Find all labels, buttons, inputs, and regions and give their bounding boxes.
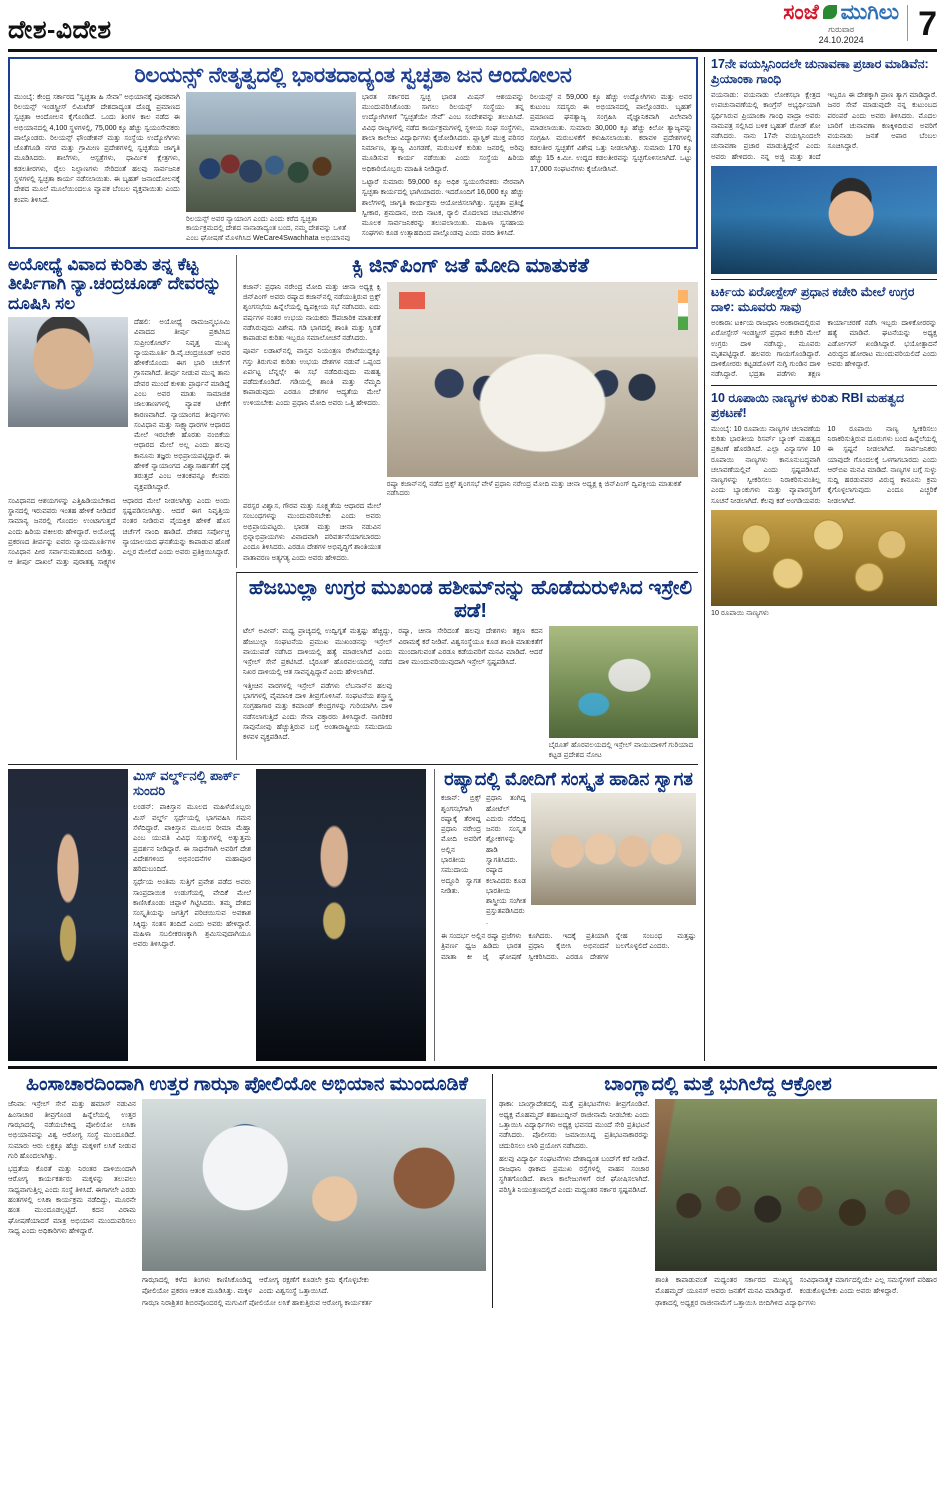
hezbollah-col1: ಟೆಲ್ ಅವೀವ್: ಮಧ್ಯ ಪ್ರಾಚ್ಯದಲ್ಲಿ ಉದ್ವಿಗ್ನತೆ ಮತ್ತಷ್ಟು ಹೆಚ್ಚಿದ್ದು, ಹೆಜಬುಲ್ಲಾ ಸಂಘಟನೆಯ ಪ್ರಮುಖ ಮುಖಂಡನನ್ನು ಇಸ್ರೇಲ್ ವಾಯುಪಡೆ ನಡೆಸಿದ ದಾಳಿಯಲ್ಲಿ ಹತ್ಯೆ ಮಾಡಲಾಗಿದೆ ಎಂದು ಇಸ್ರೇಲ್ ಸೇನೆ ಪ್ರಕಟಿಸಿದೆ. ಬೈರೂತ್ ಹೊರವಲಯದಲ್ಲಿ ನಡೆದ ನಿಖರ ದಾಳಿಯಲ್ಲಿ ಆತ ಸಾವನ್ನಪ್ಪಿದ್ದಾನೆ ಎಂದು ಹೇಳಲಾಗಿದೆ.	[243, 627, 393, 677]
hezbollah-story	[236, 572, 698, 760]
lead-story-photo	[186, 92, 356, 212]
hezbollah-col2: ಇತ್ತೀಚಿನ ವಾರಗಳಲ್ಲಿ ಇಸ್ರೇಲ್ ಪಡೆಗಳು ಲೆಬನಾನ್‌ನ ಹಲವು ಭಾಗಗಳಲ್ಲಿ ವೈಮಾನಿಕ ದಾಳಿ ತೀವ್ರಗೊಳಿಸಿವೆ. ಸಂಘಟನೆಯ ಶಸ್ತ್ರಾಸ್ತ್ರ ಸಂಗ್ರಹಾಗಾರ ಮತ್ತು ಕಮಾಂಡ್ ಕೇಂದ್ರಗಳನ್ನು ಗುರಿಯಾಗಿಸಿ ದಾಳಿ ನಡೆಸಲಾಗುತ್ತಿದೆ ಎಂದು ಸೇನಾ ವಕ್ತಾರರು ತಿಳಿಸಿದ್ದಾರೆ. ನಾಗರಿಕರ ಸಾವುನೋವು ಹೆಚ್ಚುತ್ತಿರುವ ಬಗ್ಗೆ ಅಂತಾರಾಷ್ಟ್ರೀಯ ಸಮುದಾಯ ಕಳವಳ ವ್ಯಕ್ತಪಡಿಸಿದೆ.	[243, 681, 393, 742]
jinping-col2: ಪೂರ್ವ ಲಡಾಖ್‌ನಲ್ಲಿ ವಾಸ್ತವ ನಿಯಂತ್ರಣ ರೇಖೆಯುದ್ದಕ್ಕೂ ಗಸ್ತು ತಿರುಗುವ ಕುರಿತು ಉಭಯ ದೇಶಗಳ ನಡುವೆ ಒಪ್ಪಂದ ಏರ್ಪಟ್ಟ ಬೆನ್ನಲ್ಲೇ ಈ ಸಭೆ ನಡೆದಿರುವುದು ಮಹತ್ವ ಪಡೆದುಕೊಂಡಿದೆ. ಗಡಿಯಲ್ಲಿ ಶಾಂತಿ ಮತ್ತು ನೆಮ್ಮದಿ ಕಾಪಾಡುವುದು ಎರಡೂ ದೇಶಗಳ ಆದ್ಯತೆಯ ಮೇಲೆ ಉಳಿಯಬೇಕು ಎಂದು ಪ್ರಧಾನಿ ಮೋದಿ ಅವರು ಒತ್ತಿ ಹೇಳಿದರು.	[243, 347, 381, 407]
hezbollah-headline: ಹೆಜಬುಲ್ಲಾ ಉಗ್ರರ ಮುಖಂಡ ಹಶೀಮ್‌ನನ್ನು ಹೊಡೆದುರುಳಿಸಿದ ಇಸ್ರೇಲಿ ಪಡೆ!	[248, 576, 693, 622]
priyanka-story	[711, 57, 937, 274]
bangladesh-col1: ಢಾಕಾ: ಬಾಂಗ್ಲಾದೇಶದಲ್ಲಿ ಮತ್ತೆ ಪ್ರತಿಭಟನೆಗಳು ತೀವ್ರಗೊಂಡಿವೆ. ಅಧ್ಯಕ್ಷ ಮೊಹಮ್ಮದ್ ಶಹಾಬುದ್ದೀನ್ ರಾಜೀನಾಮೆ ನೀಡಬೇಕು ಎಂದು ಒತ್ತಾಯಿಸಿ ವಿದ್ಯಾರ್ಥಿಗಳು ಅಧ್ಯಕ್ಷ ಭವನದ ಮುಂದೆ ಸೇರಿ ಪ್ರತಿಭಟನೆ ನಡೆಸಿದರು. ಪೊಲೀಸರು ಜಮಾಯಿಸಿದ್ದ ಪ್ರತಿಭಟನಾಕಾರರನ್ನು ಚದುರಿಸಲು ಲಾಠಿ ಪ್ರಯೋಗ ನಡೆಸಿದರು.	[499, 1100, 650, 1150]
lead-story-col2: ಭಾರತ ಸರ್ಕಾರದ ಸ್ವಚ್ಛ ಭಾರತ ಮಿಷನ್ ಆಶಯವನ್ನು ಮುಂದುವರಿಸಿಕೊಂಡು ಸಾಗಲು ರಿಲಯನ್ಸ್ ಸಂಸ್ಥೆಯು ತನ್ನ ಉದ್ಯೋಗಿಗಳಿಗೆ "ಸ್ವಚ್ಛತೆಯೇ ಸೇವೆ" ಎಂಬ ಸಂದೇಶವನ್ನು ತಲುಪಿಸಿದೆ. ವಿವಿಧ ರಾಜ್ಯಗಳಲ್ಲಿ ನಡೆದ ಕಾರ್ಯಕ್ರಮಗಳಲ್ಲಿ ಸ್ಥಳೀಯ ಸಂಘ ಸಂಸ್ಥೆಗಳು, ಶಾಲಾ ಕಾಲೇಜು ವಿದ್ಯಾರ್ಥಿಗಳು ಕೈಜೋಡಿಸಿದರು. ಪ್ಲಾಸ್ಟಿಕ್ ಮುಕ್ತ ಪರಿಸರ ನಿರ್ಮಾಣ, ತ್ಯಾಜ್ಯ ವಿಂಗಡಣೆ, ಮರುಬಳಕೆ ಕುರಿತು ಜನರಲ್ಲಿ ಅರಿವು ಮೂಡಿಸುವ ಕಾರ್ಯ ನಡೆಯಿತು ಎಂದು ಸಂಸ್ಥೆಯ ಹಿರಿಯ ಅಧಿಕಾರಿಯೊಬ್ಬರು ಮಾಹಿತಿ ನೀಡಿದ್ದಾರೆ.	[361, 92, 524, 173]
hezbollah-photo	[549, 626, 698, 738]
lead-story-col3: ಒಟ್ಟಾರೆ ಸುಮಾರು 59,000 ಕ್ಕೂ ಅಧಿಕ ಸ್ವಯಂಸೇವಕರು ನೇರವಾಗಿ ಸ್ವಚ್ಛತಾ ಕಾರ್ಯದಲ್ಲಿ ಭಾಗಿಯಾದರು. ಇದರೊಂದಿಗೆ 16,000 ಕ್ಕೂ ಹೆಚ್ಚು ಶಾಲೆಗಳಲ್ಲಿ ಜಾಗೃತಿ ಕಾರ್ಯಕ್ರಮ ಆಯೋಜಿಸಲಾಗಿತ್ತು. ಸ್ವಚ್ಛತಾ ಪ್ರತಿಜ್ಞೆ ಸ್ವೀಕಾರ, ಶ್ರಮದಾನ, ಬೀದಿ ನಾಟಕ, ರ‍್ಯಾಲಿ ಮೊದಲಾದ ಚಟುವಟಿಕೆಗಳ ಮೂಲಕ ಸಾರ್ವಜನಿಕರನ್ನು ತಲುಪಲಾಯಿತು. ಮಹಿಳಾ ಸ್ವಸಹಾಯ ಸಂಘಗಳು ಕೂಡ ಉತ್ಸಾಹದಿಂದ ಪಾಲ್ಗೊಂಡವು ಎಂದು ವರದಿ ತಿಳಿಸಿದೆ.	[361, 177, 524, 238]
jinping-col1: ಕಜಾನ್: ಪ್ರಧಾನಿ ನರೇಂದ್ರ ಮೋದಿ ಮತ್ತು ಚೀನಾ ಅಧ್ಯಕ್ಷ ಕ್ಸಿ ಜಿನ್‌ಪಿಂಗ್ ಅವರು ರಷ್ಯಾದ ಕಜಾನ್‌ನಲ್ಲಿ ನಡೆಯುತ್ತಿರುವ ಬ್ರಿಕ್ಸ್ ಶೃಂಗಸಭೆಯ ಹಿನ್ನೆಲೆಯಲ್ಲಿ ದ್ವಿಪಕ್ಷೀಯ ಸಭೆ ನಡೆಸಿದರು. ಐದು ವರ್ಷಗಳ ನಂತರ ಉಭಯ ನಾಯಕರು ಔಪಚಾರಿಕ ಮಾತುಕತೆ ನಡೆಸಿರುವುದು ವಿಶೇಷ. ಗಡಿ ಭಾಗದಲ್ಲಿ ಶಾಂತಿ ಮತ್ತು ಸ್ಥಿರತೆ ಕಾಪಾಡುವ ಕುರಿತು ಇಬ್ಬರೂ ಸಮಾಲೋಚನೆ ನಡೆಸಿದರು.	[243, 282, 381, 343]
missworld-photo-1	[8, 769, 128, 1061]
jinping-headline: ಕ್ಸಿ ಜಿನ್‌ಪಿಂಗ್ ಜತೆ ಮೋದಿ ಮಾತುಕತೆ	[352, 254, 589, 277]
missworld-story	[8, 769, 428, 1061]
bangladesh-photo-caption: ಢಾಕಾದಲ್ಲಿ ಅಧ್ಯಕ್ಷರ ರಾಜೀನಾಮೆಗೆ ಒತ್ತಾಯಿಸಿ ಬೀದಿಗಿಳಿದ ವಿದ್ಯಾರ್ಥಿಗಳು	[655, 1298, 816, 1307]
right-sidebar	[704, 57, 937, 1061]
lead-story-col4: ರಿಲಯನ್ಸ್ ನ 59,000 ಕ್ಕೂ ಹೆಚ್ಚು ಉದ್ಯೋಗಿಗಳು ಮತ್ತು ಅವರ ಕುಟುಂಬ ಸದಸ್ಯರು ಈ ಅಭಿಯಾನದಲ್ಲಿ ಪಾಲ್ಗೊಂಡರು. ಬೃಹತ್ ಪ್ರಮಾಣದ ಘನತ್ಯಾಜ್ಯ ಸಂಗ್ರಹಿಸಿ ವೈಜ್ಞಾನಿಕವಾಗಿ ವಿಲೇವಾರಿ ಮಾಡಲಾಯಿತು. ಸುಮಾರು 30,000 ಕ್ಕೂ ಹೆಚ್ಚು ಕಿಲೋ ತ್ಯಾಜ್ಯವನ್ನು ಸಂಗ್ರಹಿಸಿ ಮರುಬಳಕೆಗೆ ಕಳುಹಿಸಲಾಯಿತು. ಕರಾವಳಿ ಪ್ರದೇಶಗಳಲ್ಲಿ ಕಡಲತೀರ ಸ್ವಚ್ಛತೆಗೆ ವಿಶೇಷ ಒತ್ತು ನೀಡಲಾಗಿತ್ತು. ಸುಮಾರು 170 ಕ್ಕೂ ಹೆಚ್ಚು 15 ಕಿ.ಮೀ. ಉದ್ದದ ಕಡಲತೀರವನ್ನು ಸ್ವಚ್ಛಗೊಳಿಸಲಾಗಿದೆ. ಒಟ್ಟು 17,000 ಸಂಘಟನೆಗಳು ಕೈಜೋಡಿಸಿವೆ.	[529, 92, 692, 173]
rbi-story	[711, 385, 937, 618]
ayodhya-spacer	[8, 572, 230, 760]
jinping-story	[236, 255, 698, 568]
priyanka-headline: 17ನೇ ವಯಸ್ಸಿನಿಂದಲೇ ಚುನಾವಣಾ ಪ್ರಚಾರ ಮಾಡಿವೆನ: ಪ್ರಿಯಾಂಕಾ ಗಾಂಧಿ	[711, 57, 929, 86]
ayodhya-story	[8, 255, 230, 568]
jinping-photo-caption: ರಷ್ಯಾ ಕಜಾನ್‌ನಲ್ಲಿ ನಡೆದ ಬ್ರಿಕ್ಸ್ ಶೃಂಗಸಭೆ ವೇಳೆ ಪ್ರಧಾನಿ ನರೇಂದ್ರ ಮೋದಿ ಮತ್ತು ಚೀನಾ ಅಧ್ಯಕ್ಷ ಕ್ಸಿ ಜಿನ್‌ಪಿಂಗ್ ದ್ವಿಪಕ್ಷೀಯ ಮಾತುಕತೆ ನಡೆಸಿದರು	[386, 478, 682, 498]
turkey-headline: ಟರ್ಕಿಯ ಏರೋಸ್ಪೇಸ್ ಪ್ರಧಾನ ಕಚೇರಿ ಮೇಲೆ ಉಗ್ರರ ದಾಳಿ: ಮೂವರು ಸಾವು	[711, 284, 915, 314]
hezbollah-photo-caption: ಬೈರೂತ್ ಹೊರವಲಯದಲ್ಲಿ ಇಸ್ರೇಲ್ ವಾಯುದಾಳಿಗೆ ಗುರಿಯಾದ ಕಟ್ಟಡ ಪ್ರದೇಶದ ನೋಟ	[548, 740, 694, 760]
rbi-text: ಮುಂಬೈ: 10 ರೂಪಾಯಿ ನಾಣ್ಯಗಳ ಚಲಾವಣೆಯ ಕುರಿತು ಭಾರತೀಯ ರಿಸರ್ವ್ ಬ್ಯಾಂಕ್ ಮಹತ್ವದ ಪ್ರಕಟಣೆ ಹೊರಡಿಸಿದೆ. ಎಲ್ಲಾ ವಿನ್ಯಾಸಗಳ 10 ರೂಪಾಯಿ ನಾಣ್ಯಗಳು ಕಾನೂನುಬದ್ಧವಾಗಿ ಚಲಾವಣೆಯಲ್ಲಿವೆ ಎಂದು ಸ್ಪಷ್ಟಪಡಿಸಿದೆ. ನಾಣ್ಯಗಳನ್ನು ಸ್ವೀಕರಿಸಲು ನಿರಾಕರಿಸುವಂತಿಲ್ಲ ಎಂದು ಬ್ಯಾಂಕುಗಳು ಮತ್ತು ವ್ಯಾಪಾರಸ್ಥರಿಗೆ ಸೂಚನೆ ನೀಡಲಾಗಿದೆ. ಕೆಲವು ಕಡೆ ಅಂಗಡಿಯವರು 10 ರೂಪಾಯಿ ನಾಣ್ಯ ಸ್ವೀಕರಿಸಲು ನಿರಾಕರಿಸುತ್ತಿರುವ ದೂರುಗಳು ಬಂದ ಹಿನ್ನೆಲೆಯಲ್ಲಿ ಈ ಸ್ಪಷ್ಟನೆ ನೀಡಲಾಗಿದೆ. ಸಾರ್ವಜನಿಕರು ಯಾವುದೇ ಗೊಂದಲಕ್ಕೆ ಒಳಗಾಗಬಾರದು ಎಂದು ಆರ್‌ಬಿಐ ಮನವಿ ಮಾಡಿದೆ. ನಾಣ್ಯಗಳ ಬಗ್ಗೆ ಸುಳ್ಳು ಸುದ್ದಿ ಹರಡುವವರ ವಿರುದ್ಧ ಕಾನೂನು ಕ್ರಮ ಕೈಗೊಳ್ಳಲಾಗುವುದು ಎಂದೂ ಎಚ್ಚರಿಕೆ ನೀಡಲಾಗಿದೆ.	[711, 424, 937, 505]
sanskrit-story	[434, 769, 696, 1061]
bangladesh-story	[492, 1074, 937, 1308]
priyanka-text: ವಯನಾಡು: ವಯನಾಡು ಲೋಕಸಭಾ ಕ್ಷೇತ್ರದ ಉಪಚುನಾವಣೆಯಲ್ಲಿ ಕಾಂಗ್ರೆಸ್ ಅಭ್ಯರ್ಥಿಯಾಗಿ ಸ್ಪರ್ಧಿಸಿರುವ ಪ್ರಿಯಾಂಕಾ ಗಾಂಧಿ ವಾದ್ರಾ ಅವರು ನಾಮಪತ್ರ ಸಲ್ಲಿಸಿದ ಬಳಿಕ ಬೃಹತ್ ರೋಡ್ ಶೋ ನಡೆಸಿದರು. ನಾನು 17ನೇ ವಯಸ್ಸಿನಿಂದಲೇ ಚುನಾವಣಾ ಪ್ರಚಾರ ಮಾಡುತ್ತಿದ್ದೇನೆ ಎಂದು ಅವರು ಹೇಳಿದರು. ನನ್ನ ಅಜ್ಜಿ ಮತ್ತು ತಂದೆ ಇಬ್ಬರೂ ಈ ದೇಶಕ್ಕಾಗಿ ಪ್ರಾಣ ತ್ಯಾಗ ಮಾಡಿದ್ದಾರೆ. ಜನರ ಸೇವೆ ಮಾಡುವುದೇ ನನ್ನ ಕುಟುಂಬದ ಪರಂಪರೆ ಎಂದು ಅವರು ತಿಳಿಸಿದರು. ಮೊದಲ ಬಾರಿಗೆ ಚುನಾವಣಾ ಕಣಕ್ಕಿಳಿದಿರುವ ಅವರಿಗೆ ವಯನಾಡು ಜನತೆ ಅಪಾರ ಬೆಂಬಲ ಸೂಚಿಸಿದ್ದಾರೆ.	[711, 91, 937, 161]
polio-photo-caption: ಗಾಝಾ ನಿರಾಶ್ರಿತರ ಶಿಬಿರವೊಂದರಲ್ಲಿ ಮಗುವಿಗೆ ಪೋಲಿಯೋ ಲಸಿಕೆ ಹಾಕುತ್ತಿರುವ ಆರೋಗ್ಯ ಕಾರ್ಯಕರ್ತ	[142, 1298, 373, 1307]
sanskrit-col1: ಕಜಾನ್: ಬ್ರಿಕ್ಸ್ ಶೃಂಗಸಭೆಗಾಗಿ ರಷ್ಯಾಕ್ಕೆ ತೆರಳಿದ್ದ ಪ್ರಧಾನಿ ನರೇಂದ್ರ ಮೋದಿ ಅವರಿಗೆ ಅಲ್ಲಿನ ಭಾರತೀಯ ಸಮುದಾಯ ಅದ್ದೂರಿ ಸ್ವಾಗತ ನೀಡಿತು.	[441, 794, 481, 895]
sanskrit-photo	[531, 793, 696, 905]
lead-story-photo-caption: ರಿಲಯನ್ಸ್ ಅವರ ನ್ಯಾಯಾಂಗ ಎಂದು ಎಂದು ಕರೆದ ಸ್ವಚ್ಛತಾ ಕಾರ್ಯಕ್ರಮದಲ್ಲಿ ದೇಶದ ನಾನಾಡಾದ್ಯಂತ ಬಂದ, ನಮ್ಮ ದೇಶವನ್ನು ಒಳಿತೆ ಎಂಬ ಘೋಷಣೆ ಮೊಳಗಿಸಿದ WeCare4Swachhata ಅಭಿಯಾನವು	[185, 213, 351, 243]
missworld-text: ಲಂಡನ್: ಪಾಕಿಸ್ತಾನ ಮೂಲದ ಮಹಿಳೆಯೊಬ್ಬರು ಮಿಸ್ ವರ್ಲ್ಡ್ ಸ್ಪರ್ಧೆಯಲ್ಲಿ ಭಾಗವಹಿಸಿ ಗಮನ ಸೆಳೆದಿದ್ದಾರೆ. ಪಾಕಿಸ್ತಾನ ಮೂಲದ ರೀಮಾ ಮೆಹ್ತಾ ಎಂಬ ಯುವತಿ ವಿವಿಧ ಸುತ್ತುಗಳಲ್ಲಿ ಅತ್ಯುತ್ತಮ ಪ್ರದರ್ಶನ ನೀಡಿದ್ದಾರೆ. ಈ ಸಾಧನೆಗಾಗಿ ಅವರಿಗೆ ದೇಶ ವಿದೇಶಗಳಿಂದ ಅಭಿನಂದನೆಗಳ ಮಹಾಪೂರ ಹರಿದುಬಂದಿದೆ.	[133, 803, 251, 874]
lead-story-col1: ಮುಂಬೈ: ಕೇಂದ್ರ ಸರ್ಕಾರದ "ಸ್ವಚ್ಛತಾ ಹಿ ಸೇವಾ" ಅಭಿಯಾನಕ್ಕೆ ಪೂರಕವಾಗಿ ರಿಲಯನ್ಸ್ ಇಂಡಸ್ಟ್ರೀಸ್ ಲಿಮಿಟೆಡ್ ದೇಶದಾದ್ಯಂತ ದೊಡ್ಡ ಪ್ರಮಾಣದ ಸ್ವಚ್ಛತಾ ಆಂದೋಲನ ಕೈಗೊಂಡಿದೆ. ಒಂದು ತಿಂಗಳ ಕಾಲ ನಡೆದ ಈ ಅಭಿಯಾನದಲ್ಲಿ 4,100 ಸ್ಥಳಗಳಲ್ಲಿ, 75,000 ಕ್ಕೂ ಹೆಚ್ಚು ಸ್ವಯಂಸೇವಕರು ಪಾಲ್ಗೊಂಡರು. ರಿಲಯನ್ಸ್ ಫೌಂಡೇಶನ್ ಮತ್ತು ಸಂಸ್ಥೆಯ ಉದ್ಯೋಗಿಗಳು ಜೊತೆಗೂಡಿ ನಗರ ಮತ್ತು ಗ್ರಾಮೀಣ ಪ್ರದೇಶಗಳಲ್ಲಿ ಸ್ವಚ್ಛತೆಯ ಜಾಗೃತಿ ಮೂಡಿಸಿದರು. ಶಾಲೆಗಳು, ಆಸ್ಪತ್ರೆಗಳು, ಧಾರ್ಮಿಕ ಕ್ಷೇತ್ರಗಳು, ಕಡಲತೀರಗಳು, ರೈಲು ನಿಲ್ದಾಣಗಳು ಸೇರಿದಂತೆ ಹಲವು ಸಾರ್ವಜನಿಕ ಸ್ಥಳಗಳಲ್ಲಿ ಸ್ವಚ್ಛತಾ ಕಾರ್ಯ ನಡೆಸಲಾಯಿತು. ಈ ಬೃಹತ್ ಜನಾಂದೋಲನಕ್ಕೆ ದೇಶದ ಮೂಲೆ ಮೂಲೆಯಿಂದಲೂ ವ್ಯಾಪಕ ಬೆಂಬಲ ವ್ಯಕ್ತವಾಯಿತು ಎಂದು ಕಂಪನಿ ತಿಳಿಸಿದೆ.	[14, 92, 180, 204]
masthead-brand-block	[783, 1, 937, 45]
missworld-text2: ಸ್ಪರ್ಧೆಯ ಅಂತಿಮ ಸುತ್ತಿಗೆ ಪ್ರವೇಶ ಪಡೆದ ಅವರು ಸಾಂಪ್ರದಾಯಿಕ ಉಡುಗೆಯಲ್ಲಿ ವೇದಿಕೆ ಮೇಲೆ ಕಾಣಿಸಿಕೊಂಡು ಚಪ್ಪಾಳೆ ಗಿಟ್ಟಿಸಿದರು. ತಮ್ಮ ದೇಶದ ಸಂಸ್ಕೃತಿಯನ್ನು ಜಗತ್ತಿಗೆ ಪರಿಚಯಿಸುವ ಅವಕಾಶ ಸಿಕ್ಕಿದ್ದು ಸಂತಸ ತಂದಿದೆ ಎಂದು ಅವರು ಹೇಳಿದ್ದಾರೆ. ಮಹಿಳಾ ಸಬಲೀಕರಣಕ್ಕಾಗಿ ಶ್ರಮಿಸುವುದಾಗಿಯೂ ಅವರು ತಿಳಿಸಿದ್ದಾರೆ.	[133, 878, 251, 949]
brand-name-part2: ಮುಗಿಲು	[840, 1, 900, 24]
brand-logo	[783, 1, 899, 25]
turkey-story	[711, 279, 937, 380]
polio-col1: ಜೆನಿವಾ: ಇಸ್ರೇಲ್ ಸೇನೆ ಮತ್ತು ಹಮಾಸ್ ನಡುವಿನ ಹಿಂಸಾಚಾರ ತೀವ್ರಗೊಂಡ ಹಿನ್ನೆಲೆಯಲ್ಲಿ ಉತ್ತರ ಗಾಝಾದಲ್ಲಿ ನಡೆಯಬೇಕಿದ್ದ ಪೋಲಿಯೋ ಲಸಿಕಾ ಅಭಿಯಾನವನ್ನು ವಿಶ್ವ ಆರೋಗ್ಯ ಸಂಸ್ಥೆ ಮುಂದೂಡಿದೆ. ಸುಮಾರು ಆರು ಲಕ್ಷಕ್ಕೂ ಹೆಚ್ಚು ಮಕ್ಕಳಿಗೆ ಲಸಿಕೆ ನೀಡುವ ಗುರಿ ಹೊಂದಲಾಗಿತ್ತು.	[8, 1100, 136, 1160]
polio-col3: ಗಾಝಾದಲ್ಲಿ ಕಳೆದ ತಿಂಗಳು ಕಾಣಿಸಿಕೊಂಡಿದ್ದ ಪೋಲಿಯೋ ಪ್ರಕರಣ ಆತಂಕ ಮೂಡಿಸಿತ್ತು. ಮಕ್ಕಳ ಆರೋಗ್ಯ ರಕ್ಷಣೆಗೆ ಕೂಡಲೇ ಕ್ರಮ ಕೈಗೊಳ್ಳಬೇಕು ಎಂದು ವಿಶ್ವಸಂಸ್ಥೆ ಒತ್ತಾಯಿಸಿದೆ.	[142, 1276, 369, 1295]
sanskrit-col2: ಪ್ರಧಾನಿ ತಂಗಿದ್ದ ಹೋಟೆಲ್ ಎದುರು ನೆರೆದಿದ್ದ ಜನರು ಸಂಸ್ಕೃತ ಶ್ಲೋಕಗಳನ್ನು ಹಾಡಿ ಸ್ವಾಗತಿಸಿದರು. ರಷ್ಯಾದ ಕಲಾವಿದರು ಕೂಡ ಭಾರತೀಯ ಶಾಸ್ತ್ರೀಯ ಸಂಗೀತ ಪ್ರಸ್ತುತಪಡಿಸಿದರು.	[486, 794, 526, 926]
india-flag-icon	[678, 290, 688, 330]
bangladesh-headline: ಬಾಂಗ್ಲಾದಲ್ಲಿ ಮತ್ತೆ ಭುಗಿಲೆದ್ದ ಆಕ್ರೋಶ	[604, 1073, 832, 1095]
main-column	[8, 57, 698, 1061]
jinping-col3: ಪರಸ್ಪರ ವಿಶ್ವಾಸ, ಗೌರವ ಮತ್ತು ಸೂಕ್ಷ್ಮತೆಯ ಆಧಾರದ ಮೇಲೆ ಸಂಬಂಧಗಳನ್ನು ಮುಂದುವರಿಸಬೇಕು ಎಂದು ಅವರು ಅಭಿಪ್ರಾಯಪಟ್ಟರು. ಭಾರತ ಮತ್ತು ಚೀನಾ ನಡುವಿನ ಭಿನ್ನಾಭಿಪ್ರಾಯಗಳು ವಿವಾದವಾಗಿ ಪರಿವರ್ತನೆಯಾಗಬಾರದು ಎಂದೂ ತಿಳಿಸಿದರು. ಎರಡೂ ದೇಶಗಳ ಅಭಿವೃದ್ಧಿಗೆ ಶಾಂತಿಯುತ ವಾತಾವರಣ ಅತ್ಯಗತ್ಯ ಎಂದು ಅವರು ಹೇಳಿದರು.	[243, 502, 381, 562]
rbi-headline: 10 ರೂಪಾಯಿ ನಾಣ್ಯಗಳ ಕುರಿತು RBI ಮಹತ್ವದ ಪ್ರಕಟಣೆ!	[711, 390, 905, 420]
ayodhya-photo	[8, 317, 128, 427]
jinping-photo	[387, 282, 698, 477]
polio-col2: ಭದ್ರತೆಯ ಕೊರತೆ ಮತ್ತು ನಿರಂತರ ದಾಳಿಯಿಂದಾಗಿ ಆರೋಗ್ಯ ಕಾರ್ಯಕರ್ತರು ಮಕ್ಕಳನ್ನು ತಲುಪಲು ಸಾಧ್ಯವಾಗುತ್ತಿಲ್ಲ ಎಂದು ಸಂಸ್ಥೆ ತಿಳಿಸಿದೆ. ಈಗಾಗಲೇ ಎರಡು ಹಂತಗಳಲ್ಲಿ ಲಸಿಕಾ ಕಾರ್ಯಕ್ರಮ ನಡೆದಿದ್ದು, ಮೂರನೇ ಹಂತ ಮುಂದೂಡಲ್ಪಟ್ಟಿದೆ. ಕದನ ವಿರಾಮ ಘೋಷಣೆಯಾದರೆ ಮಾತ್ರ ಅಭಿಯಾನ ಮುಂದುವರಿಸಲು ಸಾಧ್ಯ ಎಂದು ಅಧಿಕಾರಿಗಳು ಹೇಳಿದ್ದಾರೆ.	[8, 1165, 136, 1235]
china-flag-icon	[399, 292, 425, 309]
row-two	[8, 255, 698, 568]
page-body	[8, 57, 937, 1061]
ayodhya-headline: ಅಯೋಧ್ಯೆ ವಿವಾದ ಕುರಿತು ತನ್ನ ಕೆಟ್ಟ ತೀರ್ಪಿಗಾಗಿ ನ್ಯಾ.ಚಂದ್ರಚೂಡ್ ದೇವರನ್ನು ದೂಷಿಸಿ ಸಲ	[8, 254, 222, 313]
brand-subtitle: ಗುರುವಾರ	[828, 25, 855, 34]
lead-story	[8, 57, 698, 249]
row-four	[8, 764, 698, 1061]
publication-date: 24.10.2024	[818, 35, 864, 45]
missworld-photo-2	[256, 769, 426, 1061]
priyanka-photo	[711, 166, 937, 274]
polio-headline: ಹಿಂಸಾಚಾರದಿಂದಾಗಿ ಉತ್ತರ ಗಾಝಾ ಪೋಲಿಯೋ ಅಭಿಯಾನ ಮುಂದೂಡಿಕೆ	[26, 1073, 468, 1095]
row-three	[8, 572, 698, 760]
lead-story-headline: ರಿಲಯನ್ಸ್ ನೇತೃತ್ವದಲ್ಲಿ ಭಾರತದಾದ್ಯಂತ ಸ್ವಚ್ಛತಾ ಜನ ಆಂದೋಲನ	[134, 63, 572, 87]
sanskrit-headline: ರಷ್ಯಾದಲ್ಲಿ ಮೋದಿಗೆ ಸಂಸ್ಕೃತ ಹಾಡಿನ ಸ್ವಾಗತ	[444, 768, 693, 789]
leaf-icon	[823, 5, 837, 19]
rbi-photo	[711, 510, 937, 606]
polio-photo	[142, 1099, 486, 1271]
ayodhya-text2: ಸಂವಿಧಾನದ ಆಶಯಗಳನ್ನು ಎತ್ತಿಹಿಡಿಯಬೇಕಾದ ಸ್ಥಾನದಲ್ಲಿ ಇರುವವರು ಇಂತಹ ಹೇಳಿಕೆ ನೀಡಿದರೆ ಸಾಮಾನ್ಯ ಜನರಲ್ಲಿ ಗೊಂದಲ ಉಂಟಾಗುತ್ತದೆ ಎಂದು ಹಿರಿಯ ವಕೀಲರು ಹೇಳಿದ್ದಾರೆ. ಅಯೋಧ್ಯೆ ಪ್ರಕರಣದ ತೀರ್ಪನ್ನು ಐವರು ನ್ಯಾಯಮೂರ್ತಿಗಳ ಸಂವಿಧಾನ ಪೀಠ ಸರ್ವಾನುಮತದಿಂದ ನೀಡಿತ್ತು. ಆ ತೀರ್ಪು ದಾಖಲೆ ಮತ್ತು ಪುರಾತತ್ವ ಸಾಕ್ಷ್ಯಗಳ ಆಧಾರದ ಮೇಲೆ ನೀಡಲಾಗಿತ್ತು ಎಂದು ಅಂದು ಸ್ಪಷ್ಟಪಡಿಸಲಾಗಿತ್ತು. ಆದರೆ ಈಗ ನಿವೃತ್ತಿಯ ನಂತರ ನೀಡಿರುವ ವೈಯಕ್ತಿಕ ಹೇಳಿಕೆ ಹೊಸ ಚರ್ಚೆಗೆ ನಾಂದಿ ಹಾಡಿದೆ. ದೇಶದ ಸರ್ವೋಚ್ಚ ನ್ಯಾಯಾಲಯದ ಘನತೆಯನ್ನು ಕಾಪಾಡುವ ಹೊಣೆ ಎಲ್ಲರ ಮೇಲಿದೆ ಎಂದು ಅವರು ಪ್ರತಿಕ್ರಿಯಿಸಿದ್ದಾರೆ.	[8, 496, 230, 567]
hezbollah-col3: ರಷ್ಯಾ, ಚೀನಾ ಸೇರಿದಂತೆ ಹಲವು ದೇಶಗಳು ತಕ್ಷಣ ಕದನ ವಿರಾಮಕ್ಕೆ ಕರೆ ನೀಡಿವೆ. ವಿಶ್ವಸಂಸ್ಥೆಯೂ ಕೂಡ ಶಾಂತಿ ಮಾತುಕತೆಗೆ ಮುಂದಾಗುವಂತೆ ಎರಡೂ ಕಡೆಯವರಿಗೆ ಮನವಿ ಮಾಡಿದೆ. ಆದರೆ ದಾಳಿ ಮುಂದುವರಿಯುವುದಾಗಿ ಇಸ್ರೇಲ್ ಸ್ಪಷ್ಟಪಡಿಸಿದೆ.	[398, 627, 543, 667]
bangladesh-col2: ಹಲವು ವಿದ್ಯಾರ್ಥಿ ಸಂಘಟನೆಗಳು ದೇಶಾದ್ಯಂತ ಬಂದ್‌ಗೆ ಕರೆ ನೀಡಿವೆ. ರಾಜಧಾನಿ ಢಾಕಾದ ಪ್ರಮುಖ ರಸ್ತೆಗಳಲ್ಲಿ ವಾಹನ ಸಂಚಾರ ಸ್ಥಗಿತಗೊಂಡಿದೆ. ಶಾಲಾ ಕಾಲೇಜುಗಳಿಗೆ ರಜೆ ಘೋಷಿಸಲಾಗಿದೆ. ಪರಿಸ್ಥಿತಿ ನಿಯಂತ್ರಣದಲ್ಲಿದೆ ಎಂದು ಮಧ್ಯಂತರ ಸರ್ಕಾರ ಸ್ಪಷ್ಟಪಡಿಸಿದೆ.	[499, 1154, 650, 1194]
section-title: ದೇಶ-ವಿದೇಶ	[8, 16, 112, 44]
bangladesh-photo	[655, 1099, 937, 1271]
page-number: 7	[907, 5, 937, 41]
ayodhya-text: ದೆಹಲಿ: ಅಯೋಧ್ಯೆ ರಾಮಜನ್ಮಭೂಮಿ ವಿವಾದದ ತೀರ್ಪು ಪ್ರಕಟಿಸಿದ ಸುಪ್ರೀಂಕೋರ್ಟ್ ನಿವೃತ್ತ ಮುಖ್ಯ ನ್ಯಾಯಮೂರ್ತಿ ಡಿ.ವೈ.ಚಂದ್ರಚೂಡ್ ಅವರ ಹೇಳಿಕೆಯೊಂದು ಈಗ ಭಾರಿ ಚರ್ಚೆಗೆ ಗ್ರಾಸವಾಗಿದೆ. ತೀರ್ಪು ನೀಡುವ ಮುನ್ನ ತಾನು ದೇವರ ಮುಂದೆ ಕುಳಿತು ಪ್ರಾರ್ಥನೆ ಮಾಡಿದ್ದೆ ಎಂಬ ಅವರ ಮಾತು ಸಾಮಾಜಿಕ ಜಾಲತಾಣಗಳಲ್ಲಿ ವ್ಯಾಪಕ ಟೀಕೆಗೆ ಕಾರಣವಾಗಿದೆ. ನ್ಯಾಯಾಂಗದ ತೀರ್ಪುಗಳು ಸಂವಿಧಾನ ಮತ್ತು ಸಾಕ್ಷ್ಯಾಧಾರಗಳ ಆಧಾರದ ಮೇಲೆ ಇರಬೇಕೇ ಹೊರತು ನಂಬಿಕೆಯ ಆಧಾರದ ಮೇಲೆ ಅಲ್ಲ ಎಂದು ಹಲವು ಕಾನೂನು ತಜ್ಞರು ಅಭಿಪ್ರಾಯಪಟ್ಟಿದ್ದಾರೆ. ಈ ಹೇಳಿಕೆ ನ್ಯಾಯಾಂಗದ ವಿಶ್ವಾಸಾರ್ಹತೆಗೆ ಧಕ್ಕೆ ತರುತ್ತದೆ ಎಂಬ ಆತಂಕವನ್ನೂ ಕೆಲವರು ವ್ಯಕ್ತಪಡಿಸಿದ್ದಾರೆ.	[134, 318, 230, 491]
sanskrit-col3: ಈ ಸಂದರ್ಭ ಅಲ್ಲಿನ ರಷ್ಯಾ ಪ್ರಜೆಗಳು ತ್ರಿವರ್ಣ ಧ್ವಜ ಹಿಡಿದು ಭಾರತ ಮಾತಾ ಕೀ ಜೈ ಘೋಷಣೆ ಕೂಗಿದರು. ಇದಕ್ಕೆ ಪ್ರತಿಯಾಗಿ ಪ್ರಧಾನಿ ಕೈಬೀಸಿ ಅಭಿನಂದನೆ ಸ್ವೀಕರಿಸಿದರು. ಎರಡೂ ದೇಶಗಳ ಸ್ನೇಹ ಸಂಬಂಧ ಮತ್ತಷ್ಟು ಬಲಗೊಳ್ಳಲಿದೆ ಎಂದರು.	[441, 931, 696, 961]
missworld-headline: ಮಿಸ್ ವರ್ಲ್ಡ್‌ನಲ್ಲಿ ಪಾರ್ಕ್ ಸುಂದರಿ	[133, 767, 240, 798]
masthead	[8, 1, 937, 52]
turkey-text: ಅಂಕಾರಾ: ಟರ್ಕಿಯ ರಾಜಧಾನಿ ಅಂಕಾರಾದಲ್ಲಿರುವ ಏರೋಸ್ಪೇಸ್ ಇಂಡಸ್ಟ್ರೀಸ್ ಪ್ರಧಾನ ಕಚೇರಿ ಮೇಲೆ ಉಗ್ರರು ದಾಳಿ ನಡೆಸಿದ್ದು, ಮೂವರು ಮೃತಪಟ್ಟಿದ್ದಾರೆ. ಹಲವರು ಗಾಯಗೊಂಡಿದ್ದಾರೆ. ದಾಳಿಕೋರರು ಕಟ್ಟಡದೊಳಗೆ ನುಗ್ಗಿ ಗುಂಡಿನ ದಾಳಿ ನಡೆಸಿದ್ದಾರೆ. ಭದ್ರತಾ ಪಡೆಗಳು ತಕ್ಷಣ ಕಾರ್ಯಾಚರಣೆ ನಡೆಸಿ ಇಬ್ಬರು ದಾಳಿಕೋರರನ್ನು ಹತ್ಯೆ ಮಾಡಿವೆ. ಘಟನೆಯನ್ನು ಅಧ್ಯಕ್ಷ ಎರ್ಡೋಗನ್ ಖಂಡಿಸಿದ್ದಾರೆ. ಭಯೋತ್ಪಾದನೆ ವಿರುದ್ಧದ ಹೋರಾಟ ಮುಂದುವರಿಯಲಿದೆ ಎಂದು ಅವರು ಹೇಳಿದ್ದಾರೆ.	[711, 318, 937, 379]
bangladesh-col3: ಶಾಂತಿ ಕಾಪಾಡುವಂತೆ ಮಧ್ಯಂತರ ಸರ್ಕಾರದ ಮುಖ್ಯಸ್ಥ ಮೊಹಮ್ಮದ್ ಯೂನಸ್ ಅವರು ಜನತೆಗೆ ಮನವಿ ಮಾಡಿದ್ದಾರೆ. ಸಂವಿಧಾನಾತ್ಮಕ ಮಾರ್ಗದಲ್ಲಿಯೇ ಎಲ್ಲ ಸಮಸ್ಯೆಗಳಿಗೆ ಪರಿಹಾರ ಕಂಡುಕೊಳ್ಳಬೇಕು ಎಂದು ಅವರು ಹೇಳಿದ್ದಾರೆ.	[655, 1276, 937, 1295]
polio-story	[8, 1074, 486, 1308]
rbi-photo-caption: 10 ರೂಪಾಯಿ ನಾಣ್ಯಗಳು	[711, 607, 769, 617]
bottom-row	[8, 1066, 937, 1308]
brand-name-part1: ಸಂಜೆ	[783, 1, 819, 24]
